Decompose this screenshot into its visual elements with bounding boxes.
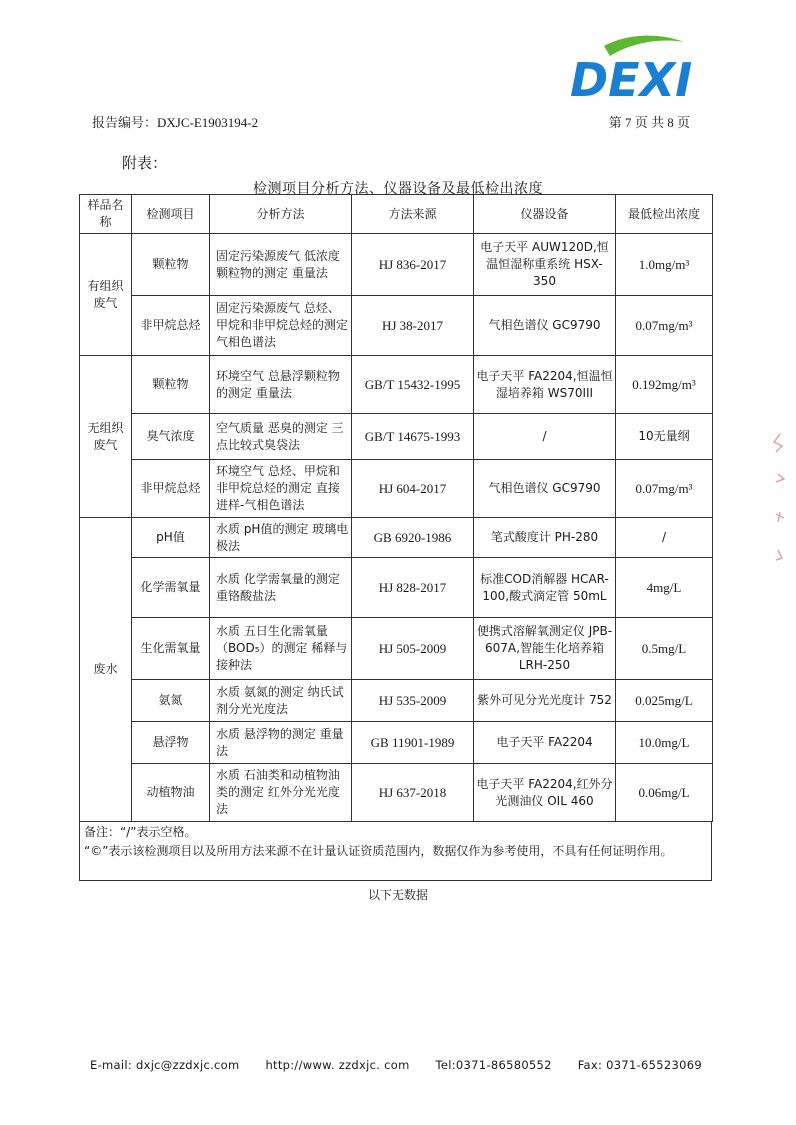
table-notes bbox=[79, 821, 712, 881]
table-title: 检测项目分析方法、仪器设备及最低检出浓度 bbox=[253, 181, 543, 197]
method-cell: 固定污染源废气 总烃、甲烷和非甲烷总烃的测定 气相色谱法 bbox=[210, 296, 352, 356]
item-cell: pH值 bbox=[132, 518, 210, 558]
method-cell: 环境空气 总烃、甲烷和非甲烷总烃的测定 直接进样-气相色谱法 bbox=[210, 460, 352, 518]
item-cell: 悬浮物 bbox=[132, 722, 210, 764]
footer-fax: Fax: 0371-65523069 bbox=[577, 1058, 702, 1072]
limit-cell: 0.07mg/m³ bbox=[616, 296, 713, 356]
svg-text:DEXI: DEXI bbox=[570, 53, 692, 104]
table-row bbox=[80, 296, 713, 356]
method-cell: 水质 悬浮物的测定 重量法 bbox=[210, 722, 352, 764]
source-cell: GB 11901-1989 bbox=[352, 722, 474, 764]
source-cell: HJ 535-2009 bbox=[352, 680, 474, 722]
source-cell: HJ 38-2017 bbox=[352, 296, 474, 356]
instrument-cell: 气相色谱仪 GC9790 bbox=[474, 460, 616, 518]
limit-cell: 0.5mg/L bbox=[616, 618, 713, 680]
footer-tel: Tel:0371-86580552 bbox=[435, 1058, 552, 1072]
instrument-cell: 电子天平 AUW120D,恒温恒湿称重系统 HSX-350 bbox=[474, 234, 616, 296]
table-row bbox=[80, 680, 713, 722]
instrument-cell: 电子天平 FA2204,恒温恒湿培养箱 WS70III bbox=[474, 356, 616, 414]
instrument-cell: 紫外可见分光光度计 752 bbox=[474, 680, 616, 722]
limit-cell: 0.192mg/m³ bbox=[616, 356, 713, 414]
note-accreditation: “©”表示该检测项目以及所用方法来源不在计量认证资质范围内，数据仅作为参考使用，不具有任何证明作用。 bbox=[84, 844, 673, 858]
source-cell: HJ 828-2017 bbox=[352, 558, 474, 618]
item-cell: 颗粒物 bbox=[132, 356, 210, 414]
item-cell: 生化需氧量 bbox=[132, 618, 210, 680]
table-row bbox=[80, 460, 713, 518]
table-row bbox=[80, 558, 713, 618]
col-header-method: 分析方法 bbox=[210, 195, 352, 234]
item-cell: 非甲烷总烃 bbox=[132, 296, 210, 356]
item-cell: 臭气浓度 bbox=[132, 414, 210, 460]
method-cell: 水质 氨氮的测定 纳氏试剂分光光度法 bbox=[210, 680, 352, 722]
source-cell: HJ 637-2018 bbox=[352, 764, 474, 822]
method-cell: 空气质量 恶臭的测定 三点比较式臭袋法 bbox=[210, 414, 352, 460]
item-cell: 化学需氧量 bbox=[132, 558, 210, 618]
table-row bbox=[80, 518, 713, 558]
limit-cell: 1.0mg/m³ bbox=[616, 234, 713, 296]
instrument-cell: / bbox=[474, 414, 616, 460]
table-row bbox=[80, 618, 713, 680]
report-number: 报告编号：DXJC-E1903194-2 bbox=[92, 115, 259, 130]
item-cell: 非甲烷总烃 bbox=[132, 460, 210, 518]
source-cell: HJ 505-2009 bbox=[352, 618, 474, 680]
footer-email[interactable]: E-mail: dxjc@zzdxjc.com bbox=[90, 1058, 240, 1072]
method-cell: 水质 石油类和动植物油类的测定 红外分光光度法 bbox=[210, 764, 352, 822]
item-cell: 动植物油 bbox=[132, 764, 210, 822]
limit-cell: 0.06mg/L bbox=[616, 764, 713, 822]
limit-cell: 4mg/L bbox=[616, 558, 713, 618]
source-cell: GB/T 14675-1993 bbox=[352, 414, 474, 460]
item-cell: 颗粒物 bbox=[132, 234, 210, 296]
limit-cell: / bbox=[616, 518, 713, 558]
note-blank-symbol: 备注：“/”表示空格。 bbox=[84, 825, 197, 839]
page-indicator: 第 7 页 共 8 页 bbox=[608, 115, 690, 130]
table-row bbox=[80, 414, 713, 460]
instrument-cell: 电子天平 FA2204,红外分光测油仪 OIL 460 bbox=[474, 764, 616, 822]
table-row bbox=[80, 764, 713, 822]
method-table bbox=[79, 194, 713, 822]
instrument-cell: 气相色谱仪 GC9790 bbox=[474, 296, 616, 356]
table-row bbox=[80, 234, 713, 296]
method-cell: 水质 化学需氧量的测定 重铬酸盐法 bbox=[210, 558, 352, 618]
col-header-item: 检测项目 bbox=[132, 195, 210, 234]
table-header-row bbox=[80, 195, 713, 234]
method-cell: 水质 五日生化需氧量（BOD₅）的测定 稀释与接种法 bbox=[210, 618, 352, 680]
table-row bbox=[80, 722, 713, 764]
limit-cell: 10无量纲 bbox=[616, 414, 713, 460]
dexi-logo bbox=[566, 32, 692, 104]
source-cell: HJ 604-2017 bbox=[352, 460, 474, 518]
source-cell: HJ 836-2017 bbox=[352, 234, 474, 296]
source-cell: GB 6920-1986 bbox=[352, 518, 474, 558]
instrument-cell: 笔式酸度计 PH-280 bbox=[474, 518, 616, 558]
col-header-sample: 样品名称 bbox=[80, 195, 132, 234]
instrument-cell: 电子天平 FA2204 bbox=[474, 722, 616, 764]
method-cell: 环境空气 总悬浮颗粒物的测定 重量法 bbox=[210, 356, 352, 414]
instrument-cell: 便携式溶解氧测定仪 JPB-607A,智能生化培养箱 LRH-250 bbox=[474, 618, 616, 680]
limit-cell: 10.0mg/L bbox=[616, 722, 713, 764]
group-name-cell: 有组织废气 bbox=[80, 234, 132, 356]
col-header-limit: 最低检出浓度 bbox=[616, 195, 713, 234]
no-data-text: 以下无数据 bbox=[367, 888, 428, 902]
instrument-cell: 标准COD消解器 HCAR-100,酸式滴定管 50mL bbox=[474, 558, 616, 618]
limit-cell: 0.07mg/m³ bbox=[616, 460, 713, 518]
group-name-cell: 废水 bbox=[80, 518, 132, 822]
limit-cell: 0.025mg/L bbox=[616, 680, 713, 722]
footer bbox=[90, 1058, 702, 1072]
col-header-instrument: 仪器设备 bbox=[474, 195, 616, 234]
table-row bbox=[80, 356, 713, 414]
method-cell: 水质 pH值的测定 玻璃电极法 bbox=[210, 518, 352, 558]
seal-edge-mark bbox=[766, 430, 788, 570]
item-cell: 氨氮 bbox=[132, 680, 210, 722]
footer-website[interactable]: http://www. zzdxjc. com bbox=[265, 1058, 410, 1072]
group-name-cell: 无组织废气 bbox=[80, 356, 132, 518]
appendix-label: 附表： bbox=[122, 154, 168, 172]
method-cell: 固定污染源废气 低浓度颗粒物的测定 重量法 bbox=[210, 234, 352, 296]
source-cell: GB/T 15432-1995 bbox=[352, 356, 474, 414]
col-header-source: 方法来源 bbox=[352, 195, 474, 234]
